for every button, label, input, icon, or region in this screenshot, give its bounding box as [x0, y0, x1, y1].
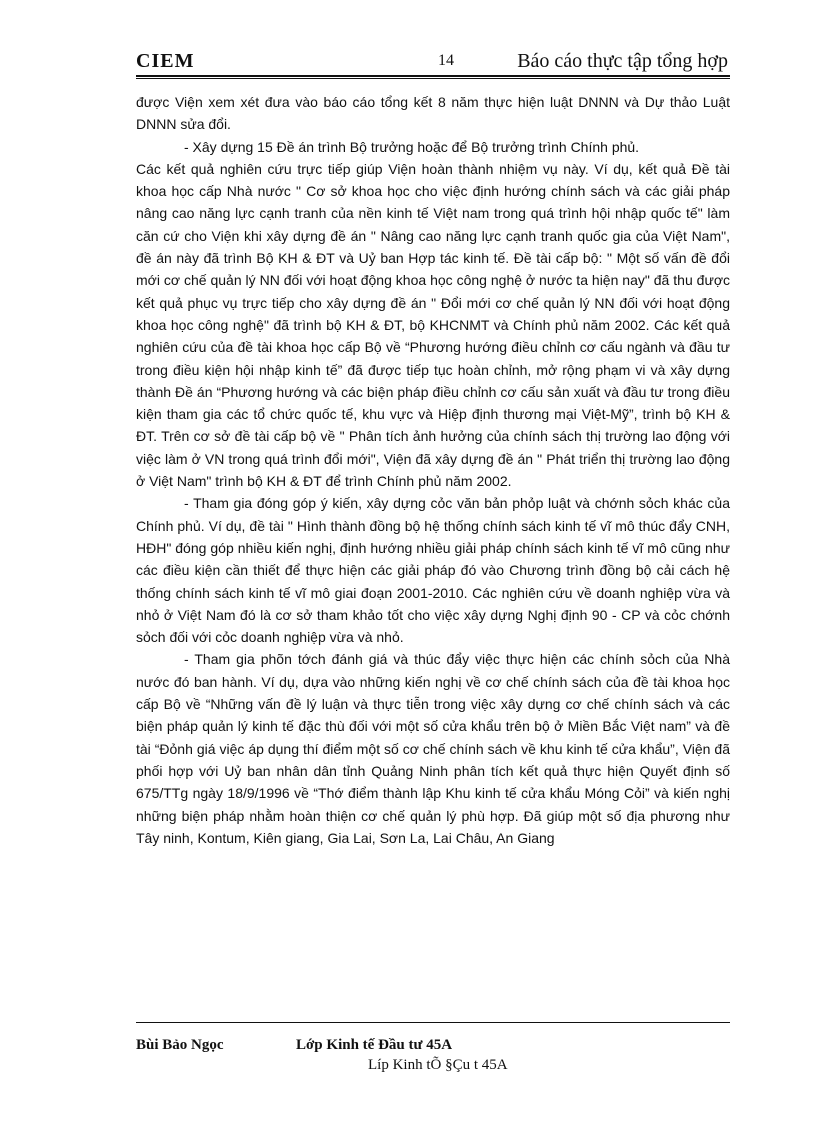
document-body: [136, 91, 730, 849]
footer-rule: [136, 1022, 730, 1023]
header-title: Báo cáo thực tập tổng hợp: [517, 50, 728, 72]
header-rule: [136, 75, 730, 79]
header-logo: CIEM: [136, 50, 195, 72]
footer-class-legacy: Líp Kinh tÕ §Çu t 45A: [368, 1057, 508, 1073]
paragraph-projects: - Xây dựng 15 Đề án trình Bộ trưởng hoặc để Bộ trưởng trình Chính phủ.: [184, 138, 640, 155]
footer-author: Bùi Bảo Ngọc: [136, 1037, 224, 1053]
paragraph-policy-analysis: - Tham gia phõn tớch đánh giá và thúc đẩy việc thực hiện các chính sỏch của Nhà nước đó ban hành. Ví dụ, dựa vào những kiến nghị về cơ chế chính sách của đề tài khoa học cấp Bộ về “Những vấn đề lý luận và thực tiễn trong việc xây dựng cơ chế chính sách và các biện pháp quản lý kinh tế đặc thù đối với một số cửa khẩu trên bộ ở Miền Bắc Việt nam” và đề tài “Đỏnh giá việc áp dụng thí điểm một số cơ chế chính sách về khu kinh tế cửa khẩu”, Viện đã phối hợp với Uỷ ban nhân dân tỉnh Quảng Ninh phân tích kết quả thực hiện Quyết định số 675/TTg ngày 18/9/1996 về “Thớ điểm thành lập Khu kinh tế cửa khẩu Móng Cỏi” và kiến nghị những biện pháp nhằm hoàn thiện cơ chế quản lý phù hợp. Đã giúp một số địa phương như Tây ninh, Kontum, Kiên giang, Gia Lai, Sơn La, Lai Châu, An Giang: [136, 651, 730, 846]
paragraph-research-results: Các kết quả nghiên cứu trực tiếp giúp Viện hoàn thành nhiệm vụ này. Ví dụ, kết quả Đề tài khoa học cấp Nhà nước " Cơ sở khoa học cho việc định hướng chính sách và các giải pháp nâng cao năng lực cạnh tranh của nền kinh tế Việt nam trong quá trình hội nhập quốc tế" làm căn cứ cho Viện khi xây dựng đề án " Nâng cao năng lực cạnh tranh quốc gia của Việt Nam", đề án này đã trình Bộ KH & ĐT và Uỷ ban Hợp tác kinh tế. Đề tài cấp bộ: " Một số vấn đề đổi mới cơ chế quản lý NN đối với hoạt động khoa học công nghệ ở nước ta hiện nay" đã thu được kết quả phục vụ trực tiếp cho xây dựng đề án " Đổi mới cơ chế quản lý NN đối với hoạt động khoa học công nghệ" đã trình bộ KH & ĐT, bộ KHCNMT và Chính phủ năm 2002. Các kết quả nghiên cứu của đề tài khoa học cấp Bộ về “Phương hướng điều chỉnh cơ cấu ngành và đầu tư trong điều kiện hội nhập kinh tế” đã được tiếp tục hoàn chỉnh, mở rộng phạm vi và xây dựng thành Đề án “Phương hướng và các biện pháp điều chỉnh cơ cấu sản xuất và đầu tư trong điều kiện tham gia các tổ chức quốc tế, khu vực và Hiệp định thương mại Việt-Mỹ”, trình bộ KH & ĐT. Trên cơ sở đề tài cấp bộ về " Phân tích ảnh hưởng của chính sách thị trường lao động với việc làm ở VN trong quá trình đổi mới", Viện đã xây dựng đề án " Phát triển thị trường lao động ở Việt Nam" trình bộ KH & ĐT để trình Chính phủ năm 2002.: [136, 160, 730, 490]
page-header: [136, 48, 730, 74]
page-number: 14: [438, 52, 454, 69]
paragraph-legal-contribution: - Tham gia đóng góp ý kiến, xây dựng cỏc văn bản phỏp luật và chớnh sỏch khác của Chính phủ. Ví dụ, đề tài " Hình thành đồng bộ hệ thống chính sách kinh tế vĩ mô thúc đẩy CNH, HĐH" đóng góp nhiều kiến nghị, định hướng nhiều giải pháp chính sách kinh tế vĩ mô cũng như các điều kiện cần thiết để thực hiện các giải pháp đó vào Chương trình đồng bộ cải cách hệ thống chính sách kinh tế vĩ mô giai đoạn 2001-2010. Các nghiên cứu về doanh nghiệp vừa và nhỏ ở Việt Nam đó là cơ sở tham khảo tốt cho việc xây dựng Nghị định 90 - CP và cỏc chớnh sỏch đối với cỏc doanh nghiệp vừa và nhỏ.: [136, 495, 730, 646]
paragraph-continuation: được Viện xem xét đưa vào báo cáo tổng kết 8 năm thực hiện luật DNNN và Dự thảo Luật DNNN sửa đổi.: [136, 94, 730, 133]
footer-class: Lớp Kinh tế Đầu tư 45A: [296, 1037, 453, 1053]
